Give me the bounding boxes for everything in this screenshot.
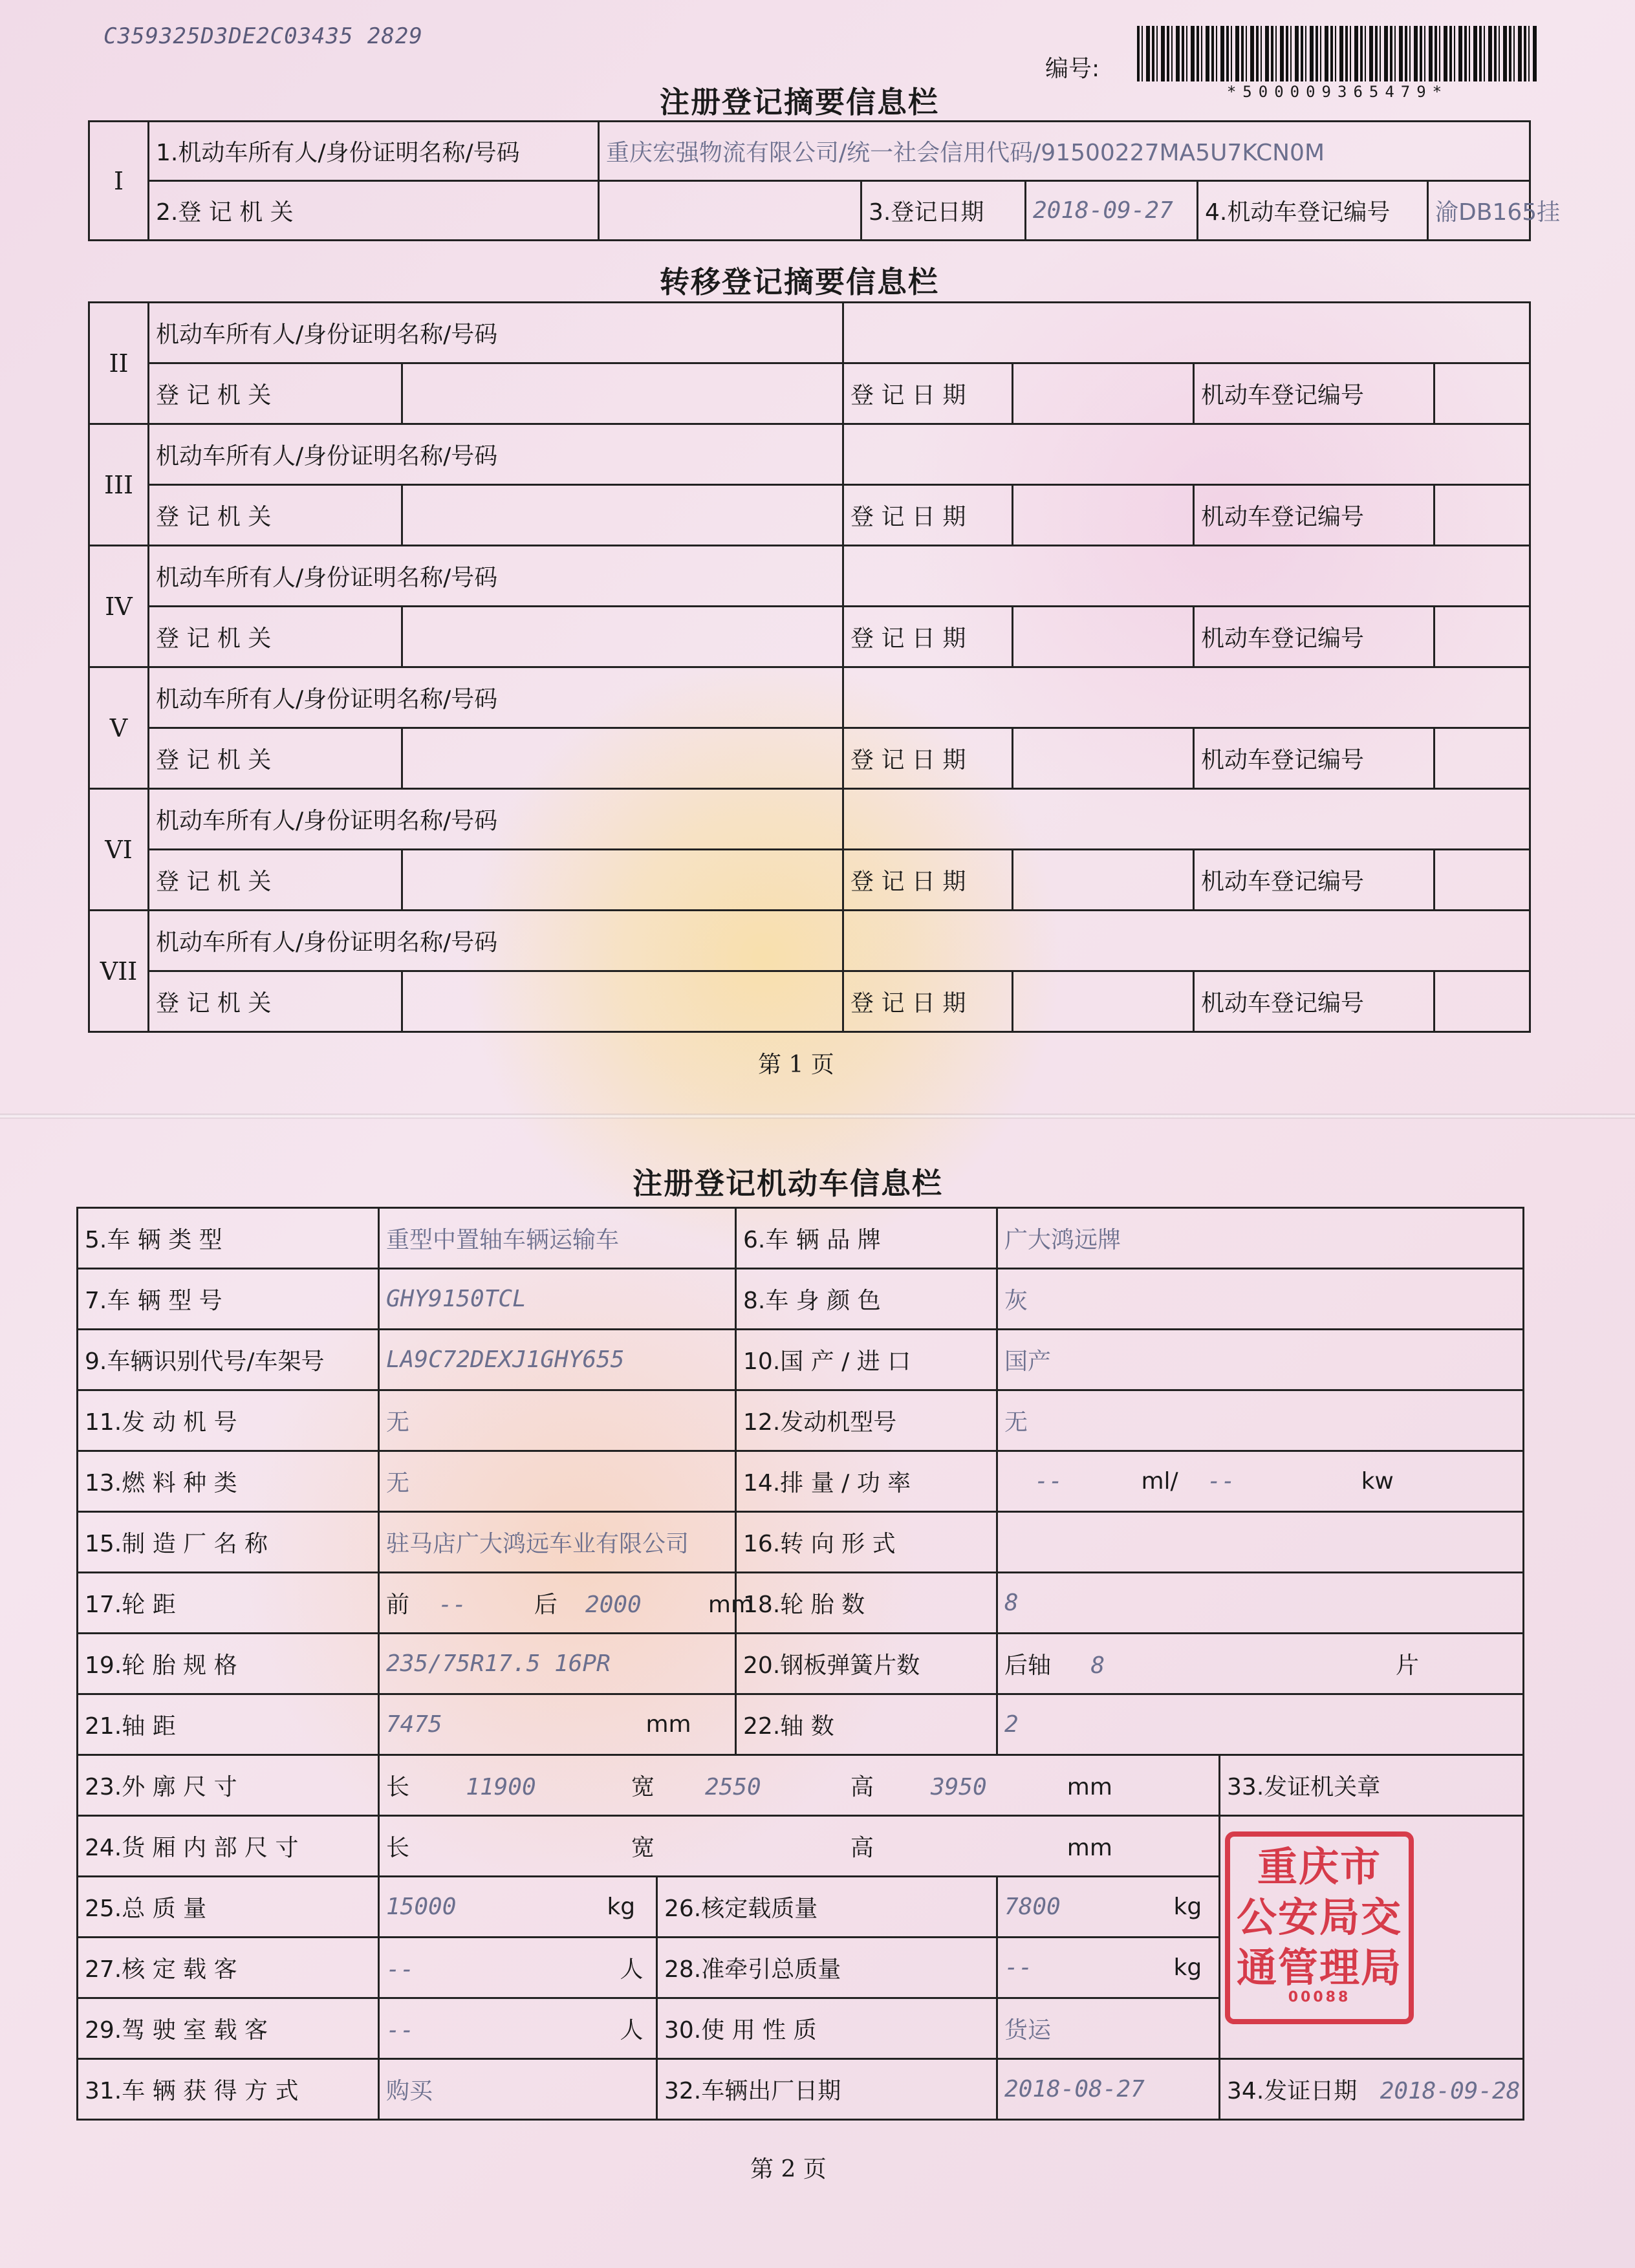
factory-date-label: 32.车辆出厂日期 — [657, 2059, 997, 2120]
transfer-detail-row — [89, 728, 1530, 789]
wheelbase-label: 21.轴 距 — [78, 1694, 379, 1755]
track-unit: mm — [708, 1592, 753, 1618]
transfer-detail-row — [89, 607, 1530, 667]
reg-no-label: 4.机动车登记编号 — [1198, 181, 1428, 241]
issuing-seal-label: 33.发证机关章 — [1220, 1755, 1524, 1816]
displacement-value — [997, 1451, 1524, 1512]
transfer-reg-no-label: 机动车登记编号 — [1194, 971, 1435, 1032]
roman-numeral: III — [89, 424, 149, 546]
transfer-date-value — [1013, 728, 1194, 789]
transfer-detail-row — [89, 485, 1530, 546]
roman-numeral: VI — [89, 789, 149, 911]
wheelbase-value — [379, 1694, 736, 1755]
leaf-spring-count: 8 — [1090, 1652, 1105, 1679]
official-seal — [1225, 1831, 1414, 2024]
transfer-date-label: 登 记 日 期 — [843, 850, 1013, 911]
origin-label: 10.国 产 / 进 口 — [736, 1330, 997, 1390]
barcode — [1137, 26, 1538, 81]
track-front-label: 前 — [386, 1592, 410, 1618]
outer-length-label: 长 — [386, 1774, 410, 1800]
vin-label: 9.车辆识别代号/车架号 — [78, 1330, 379, 1390]
tire-count-label: 18.轮 胎 数 — [736, 1573, 997, 1634]
transfer-detail-row — [89, 971, 1530, 1032]
transfer-reg-no-label: 机动车登记编号 — [1194, 607, 1435, 667]
gross-mass-value — [379, 1877, 657, 1938]
towing-mass: -- — [1004, 1954, 1033, 1981]
transfer-owner-row — [89, 424, 1530, 485]
leaf-spring-value — [997, 1634, 1524, 1694]
passenger-capacity: -- — [386, 1956, 415, 1983]
outer-width: 2550 — [705, 1774, 761, 1800]
vehicle-type-value: 重型中置轴车辆运输车 — [379, 1208, 736, 1269]
page-number-2: 第 2 页 — [750, 2156, 827, 2183]
tire-count-value: 8 — [997, 1573, 1524, 1634]
transfer-date-label: 登 记 日 期 — [843, 485, 1013, 546]
transfer-owner-label: 机动车所有人/身份证明名称/号码 — [149, 424, 843, 485]
seal-line-2: 公安局交 — [1236, 1894, 1402, 1941]
transfer-owner-row — [89, 303, 1530, 363]
transfer-date-label: 登 记 日 期 — [843, 971, 1013, 1032]
transfer-date-value — [1013, 363, 1194, 424]
passenger-capacity-value — [379, 1938, 657, 1998]
registration-summary-title: 注册登记摘要信息栏 — [660, 85, 939, 120]
transfer-summary-title: 转移登记摘要信息栏 — [660, 265, 939, 299]
transfer-owner-row — [89, 789, 1530, 850]
cargo-height-label: 高 — [850, 1835, 874, 1861]
transfer-owner-value — [843, 546, 1530, 607]
authority-value — [599, 181, 861, 241]
transfer-owner-value — [843, 911, 1530, 971]
transfer-owner-value — [843, 303, 1530, 363]
page-fold — [0, 1114, 1635, 1119]
transfer-reg-no-label: 机动车登记编号 — [1194, 728, 1435, 789]
track-label: 17.轮 距 — [78, 1573, 379, 1634]
transfer-authority-label: 登 记 机 关 — [149, 728, 402, 789]
authority-label: 2.登 记 机 关 — [149, 181, 599, 241]
steering-value — [997, 1512, 1524, 1573]
vehicle-model-value: GHY9150TCL — [379, 1269, 736, 1330]
transfer-authority-value — [402, 485, 843, 546]
body-color-label: 8.车 身 颜 色 — [736, 1269, 997, 1330]
power-kw-unit: kw — [1361, 1468, 1394, 1495]
transfer-date-value — [1013, 485, 1194, 546]
leaf-spring-label: 20.钢板弹簧片数 — [736, 1634, 997, 1694]
seal-line-1: 重庆市 — [1257, 1843, 1381, 1890]
cab-passengers-label: 29.驾 驶 室 载 客 — [78, 1998, 379, 2059]
number-label: 编号: — [1045, 56, 1100, 82]
engine-no-value: 无 — [379, 1390, 736, 1451]
cargo-unit: mm — [1067, 1835, 1112, 1861]
cab-passengers: -- — [386, 2017, 415, 2044]
outer-dimensions-label: 23.外 廓 尺 寸 — [78, 1755, 379, 1816]
transfer-owner-row — [89, 546, 1530, 607]
gross-mass: 15000 — [386, 1894, 457, 1920]
origin-value: 国产 — [997, 1330, 1524, 1390]
gross-mass-unit: kg — [607, 1894, 636, 1920]
towing-mass-value — [997, 1938, 1220, 1998]
wheelbase-number: 7475 — [386, 1711, 442, 1738]
rated-load-unit: kg — [1173, 1894, 1202, 1920]
roman-numeral: I — [89, 122, 149, 241]
transfer-authority-value — [402, 971, 843, 1032]
cargo-length-label: 长 — [386, 1835, 410, 1861]
power-kw: -- — [1207, 1468, 1235, 1495]
issue-date-value: 2018-09-28 — [1380, 2078, 1521, 2104]
axle-count-value: 2 — [997, 1694, 1524, 1755]
cargo-dimensions-label: 24.货 厢 内 部 尺 寸 — [78, 1816, 379, 1877]
seal-line-3: 通管理局 — [1236, 1944, 1402, 1991]
engine-model-value: 无 — [997, 1390, 1524, 1451]
serial-number: C359325D3DE2C03435 2829 — [103, 23, 423, 49]
reg-no-value: 渝DB165挂 — [1428, 181, 1530, 241]
transfer-owner-row — [89, 911, 1530, 971]
transfer-reg-no-value — [1435, 607, 1530, 667]
passenger-capacity-label: 27.核 定 载 客 — [78, 1938, 379, 1998]
transfer-reg-no-value — [1435, 485, 1530, 546]
transfer-authority-label: 登 记 机 关 — [149, 971, 402, 1032]
owner-label: 1.机动车所有人/身份证明名称/号码 — [149, 122, 599, 181]
transfer-authority-value — [402, 850, 843, 911]
cab-passengers-unit: 人 — [620, 2017, 644, 2044]
transfer-authority-value — [402, 363, 843, 424]
outer-width-label: 宽 — [631, 1774, 655, 1800]
vin-value: LA9C72DEXJ1GHY655 — [379, 1330, 736, 1390]
transfer-authority-label: 登 记 机 关 — [149, 363, 402, 424]
track-rear-label: 后 — [534, 1592, 558, 1618]
vehicle-info-title: 注册登记机动车信息栏 — [633, 1166, 943, 1201]
vehicle-model-label: 7.车 辆 型 号 — [78, 1269, 379, 1330]
transfer-owner-label: 机动车所有人/身份证明名称/号码 — [149, 546, 843, 607]
usage-label: 30.使 用 性 质 — [657, 1998, 997, 2059]
transfer-date-value — [1013, 971, 1194, 1032]
transfer-date-label: 登 记 日 期 — [843, 728, 1013, 789]
transfer-authority-label: 登 记 机 关 — [149, 485, 402, 546]
axle-count-label: 22.轴 数 — [736, 1694, 997, 1755]
transfer-reg-no-label: 机动车登记编号 — [1194, 850, 1435, 911]
gross-mass-label: 25.总 质 量 — [78, 1877, 379, 1938]
barcode-text: *500009365479* — [1226, 83, 1449, 101]
displacement-label: 14.排 量 / 功 率 — [736, 1451, 997, 1512]
transfer-date-label: 登 记 日 期 — [843, 363, 1013, 424]
owner-value: 重庆宏强物流有限公司/统一社会信用代码/91500227MA5U7KCN0M — [599, 122, 1530, 181]
vehicle-brand-label: 6.车 辆 品 牌 — [736, 1208, 997, 1269]
date-value: 2018-09-27 — [1026, 181, 1198, 241]
track-value — [379, 1573, 753, 1634]
outer-height-label: 高 — [850, 1774, 874, 1800]
roman-numeral: II — [89, 303, 149, 424]
page-number-1: 第 1 页 — [758, 1052, 834, 1078]
registration-summary-table — [88, 120, 1561, 241]
tire-spec-value: 235/75R17.5 16PR — [379, 1634, 736, 1694]
transfer-reg-no-value — [1435, 971, 1530, 1032]
passenger-capacity-unit: 人 — [620, 1956, 644, 1983]
transfer-owner-label: 机动车所有人/身份证明名称/号码 — [149, 667, 843, 728]
transfer-owner-value — [843, 667, 1530, 728]
track-front: -- — [438, 1592, 467, 1618]
tire-spec-label: 19.轮 胎 规 格 — [78, 1634, 379, 1694]
cargo-dimensions-value — [379, 1816, 1220, 1877]
fuel-type-label: 13.燃 料 种 类 — [78, 1451, 379, 1512]
outer-height: 3950 — [930, 1774, 987, 1800]
body-color-value: 灰 — [997, 1269, 1524, 1330]
roman-numeral: VII — [89, 911, 149, 1032]
acquisition-value: 购买 — [379, 2059, 657, 2120]
transfer-owner-value — [843, 424, 1530, 485]
transfer-owner-label: 机动车所有人/身份证明名称/号码 — [149, 911, 843, 971]
track-rear: 2000 — [585, 1592, 642, 1618]
seal-code: 00088 — [1288, 1989, 1351, 2005]
date-label: 3.登记日期 — [861, 181, 1026, 241]
roman-numeral: IV — [89, 546, 149, 667]
steering-label: 16.转 向 形 式 — [736, 1512, 997, 1573]
transfer-date-value — [1013, 850, 1194, 911]
vehicle-type-label: 5.车 辆 类 型 — [78, 1208, 379, 1269]
rated-load: 7800 — [1004, 1894, 1061, 1920]
transfer-reg-no-label: 机动车登记编号 — [1194, 485, 1435, 546]
transfer-owner-label: 机动车所有人/身份证明名称/号码 — [149, 789, 843, 850]
transfer-owner-row — [89, 667, 1530, 728]
transfer-summary-table — [88, 301, 1531, 1033]
transfer-authority-label: 登 记 机 关 — [149, 607, 402, 667]
transfer-detail-row — [89, 850, 1530, 911]
transfer-owner-label: 机动车所有人/身份证明名称/号码 — [149, 303, 843, 363]
fuel-type-value: 无 — [379, 1451, 736, 1512]
cab-passengers-value — [379, 1998, 657, 2059]
engine-model-label: 12.发动机型号 — [736, 1390, 997, 1451]
outer-unit: mm — [1067, 1774, 1112, 1800]
transfer-authority-value — [402, 607, 843, 667]
roman-numeral: V — [89, 667, 149, 789]
transfer-date-label: 登 记 日 期 — [843, 607, 1013, 667]
usage-value: 货运 — [997, 1998, 1220, 2059]
towing-mass-label: 28.准牵引总质量 — [657, 1938, 997, 1998]
transfer-authority-label: 登 记 机 关 — [149, 850, 402, 911]
rated-load-label: 26.核定载质量 — [657, 1877, 997, 1938]
leaf-spring-unit: 片 — [1395, 1652, 1419, 1679]
rated-load-value — [997, 1877, 1220, 1938]
displacement-ml-unit: ml/ — [1141, 1468, 1178, 1495]
transfer-reg-no-label: 机动车登记编号 — [1194, 363, 1435, 424]
transfer-reg-no-value — [1435, 850, 1530, 911]
displacement-ml: -- — [1034, 1468, 1063, 1495]
transfer-owner-value — [843, 789, 1530, 850]
transfer-reg-no-value — [1435, 728, 1530, 789]
transfer-authority-value — [402, 728, 843, 789]
manufacturer-value: 驻马店广大鸿远车业有限公司 — [379, 1512, 736, 1573]
engine-no-label: 11.发 动 机 号 — [78, 1390, 379, 1451]
leaf-spring-axle: 后轴 — [1004, 1652, 1052, 1679]
wheelbase-unit: mm — [645, 1711, 691, 1738]
vehicle-brand-value: 广大鸿远牌 — [997, 1208, 1524, 1269]
issue-date-label: 34.发证日期 — [1227, 2078, 1358, 2104]
transfer-date-value — [1013, 607, 1194, 667]
transfer-reg-no-value — [1435, 363, 1530, 424]
factory-date-value: 2018-08-27 — [997, 2059, 1220, 2120]
manufacturer-label: 15.制 造 厂 名 称 — [78, 1512, 379, 1573]
cargo-width-label: 宽 — [631, 1835, 655, 1861]
transfer-detail-row — [89, 363, 1530, 424]
acquisition-label: 31.车 辆 获 得 方 式 — [78, 2059, 379, 2120]
towing-mass-unit: kg — [1173, 1954, 1202, 1981]
outer-dimensions-value — [379, 1755, 1220, 1816]
outer-length: 11900 — [466, 1774, 536, 1800]
issue-date-cell — [1220, 2059, 1524, 2120]
